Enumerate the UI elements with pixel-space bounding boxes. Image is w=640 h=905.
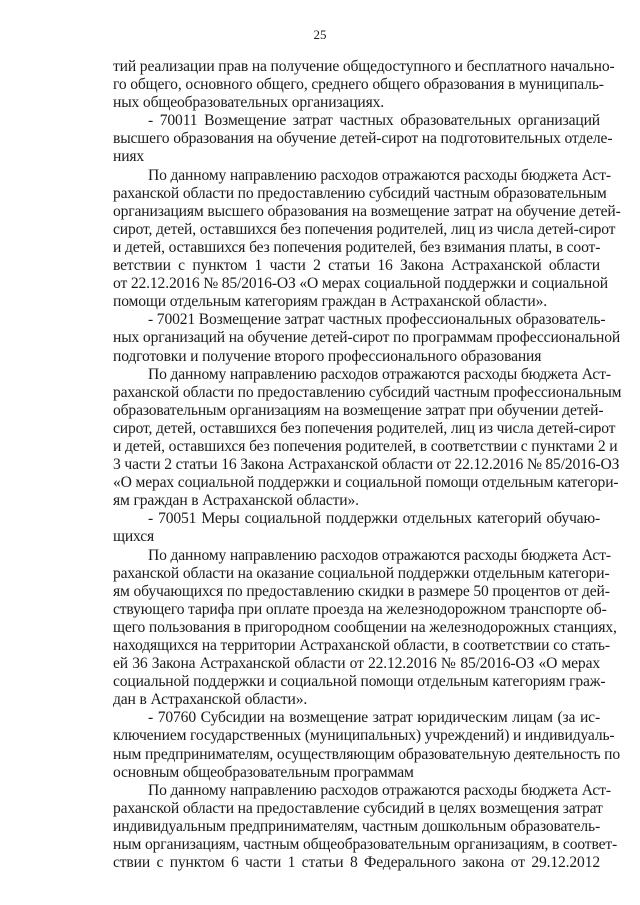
text-line: и детей, оставшихся без попечения родителей, без взимания платы, в соот- [113, 238, 601, 256]
text-line: По данному направлению расходов отражаются расходы бюджета Аст- [148, 781, 611, 799]
text-line: - 70760 Субсидии на возмещение затрат юридическим лицам (за ис- [148, 709, 600, 727]
text-line: - 70011 Возмещение затрат частных образовательных организаций [148, 112, 600, 130]
text-line: организациям высшего образования на возмещение затрат на обучение детей- [113, 202, 621, 220]
text-line: раханской области на предоставление субсидий в целях возмещения затрат [113, 799, 603, 817]
text-line: ниях [113, 148, 145, 166]
text-line: ствии с пунктом 6 части 1 статьи 8 Федерального закона от 29.12.2012 [113, 854, 600, 872]
text-line: основным общеобразовательным программам [113, 763, 414, 781]
text-line: социальной поддержки и социальной помощи отдельным категориям граж- [113, 673, 606, 691]
text-line: го общего, основного общего, среднего общего образования в муниципаль- [113, 76, 604, 94]
text-line: ным предпринимателям, осуществляющим образовательную деятельность по [113, 745, 621, 763]
text-line: «О мерах социальной поддержки и социальной помощи отдельным категори- [113, 474, 619, 492]
text-line: По данному направлению расходов отражаются расходы бюджета Аст- [148, 365, 611, 383]
text-line: ных организаций на обучение детей-сирот по программам профессиональной [113, 329, 621, 347]
text-line: раханской области по предоставлению субсидий частным профессиональным [113, 383, 622, 401]
text-line: образовательным организациям на возмещение затрат при обучении детей- [113, 401, 604, 419]
text-line: тий реализации прав на получение общедоступного и бесплатного начально- [113, 58, 615, 75]
text-line: ных общеобразовательных организациях. [113, 94, 385, 112]
text-line: ным организациям, частным общеобразовательным организациям, в соответ- [113, 836, 618, 854]
text-line: ей 36 Закона Астраханской области от 22.12.2016 № 85/2016-ОЗ «О мерах [113, 655, 600, 673]
text-line: от 22.12.2016 № 85/2016-ОЗ «О мерах социальной поддержки и социальной [113, 275, 608, 293]
text-line: ключением государственных (муниципальных) учреждений) и индивидуаль- [113, 727, 615, 745]
text-line: - 70051 Меры социальной поддержки отдельных категорий обучаю- [148, 510, 600, 528]
text-line: По данному направлению расходов отражаются расходы бюджета Аст- [148, 546, 611, 564]
text-line: ветствии с пунктом 1 части 2 статьи 16 Закона Астраханской области [113, 257, 600, 275]
document-body [113, 58, 622, 872]
text-line: щего пользования в пригородном сообщении на железнодорожных станциях, [113, 618, 617, 636]
text-line: ям граждан в Астраханской области». [113, 492, 359, 510]
text-line: индивидуальным предпринимателям, частным дошкольным образователь- [113, 817, 600, 835]
text-line: дан в Астраханской области». [113, 691, 308, 709]
text-line: 3 части 2 статьи 16 Закона Астраханской области от 22.12.2016 № 85/2016-ОЗ [113, 456, 620, 474]
text-line: высшего образования на обучение детей-сирот на подготовительных отделе- [113, 130, 613, 148]
text-line: сирот, детей, оставшихся без попечения родителей, лиц из числа детей-сирот [113, 419, 616, 437]
text-line: раханской области по предоставлению субсидий частным образовательным [113, 184, 607, 202]
page-number: 25 [313, 27, 327, 42]
text-line: щихся [113, 528, 155, 546]
text-line: и детей, оставшихся без попечения родителей, в соответствии с пунктами 2 и [113, 437, 618, 455]
text-line: находящихся на территории Астраханской области, в соответствии со стать- [113, 637, 610, 654]
text-line: подготовки и получение второго профессионального образования [113, 347, 542, 365]
text-line: ствующего тарифа при оплате проезда на железнодорожном транспорте об- [113, 600, 607, 618]
text-line: - 70021 Возмещение затрат частных профессиональных образователь- [148, 311, 606, 329]
text-line: раханской области на оказание социальной поддержки отдельным категори- [113, 564, 610, 582]
text-line: помощи отдельным категориям граждан в Астраханской области». [113, 293, 547, 311]
text-line: сирот, детей, оставшихся без попечения родителей, лиц из числа детей-сирот [113, 220, 616, 238]
text-line: ям обучающихся по предоставлению скидки в размере 50 процентов от дей- [113, 582, 610, 600]
text-line: По данному направлению расходов отражаются расходы бюджета Аст- [148, 166, 611, 184]
